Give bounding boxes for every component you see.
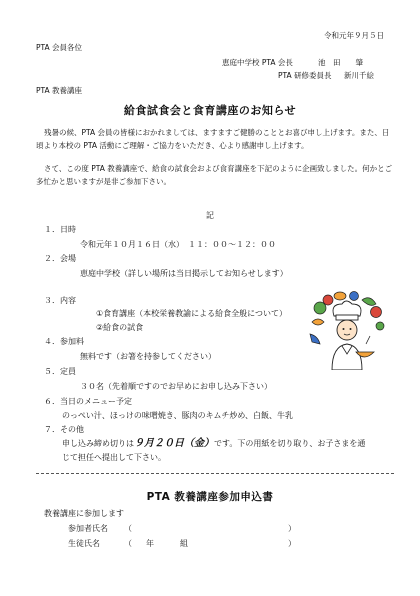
deadline-pre: 申し込み締め切りは (62, 439, 134, 448)
venue-label: ２．会場 (44, 254, 76, 263)
page-title: 給食試食会と食育講座のお知らせ (123, 104, 297, 117)
content-label: ３．内容 (44, 296, 76, 305)
venue-value: 恵庭中学校（詳しい場所は当日掲示してお知らせします） (80, 269, 288, 278)
form-title: PTA 教養講座参加申込書 (146, 491, 274, 503)
student-nen: 年 (146, 539, 154, 548)
menu-label: ６．当日のメニュー予定 (44, 397, 132, 406)
capacity-label: ５．定員 (44, 367, 76, 376)
fee-value: 無料です（お箸を持参してください） (80, 352, 216, 361)
ki-heading: 記 (206, 211, 214, 220)
sender-1-name: 池 田 肇 (318, 58, 363, 67)
student-open: （ (124, 539, 132, 548)
recipient: PTA 会員各位 (36, 43, 83, 52)
deadline-date: ９月２０日（金） (134, 438, 214, 449)
fee-label: ４．参加料 (44, 337, 84, 346)
intro-text-2: さて、この度 PTA 教養講座で、給食の試食会および食育講座を下記のように企画致しました。何かとご多忙かと思いますが是非ご参加下さい。 (36, 164, 393, 186)
sender-2-org: PTA 研修委員長 (278, 71, 332, 80)
document-date: 令和元年９月５日 (324, 31, 384, 40)
student-class-field[interactable] (160, 535, 180, 547)
deadline-post: です。下の用紙を切り取り、お子さまを通 (214, 439, 366, 448)
sender-2-name: 新川千絵 (344, 71, 374, 80)
sender-1-org: 恵庭中学校 PTA 会長 (222, 58, 293, 67)
cut-line (36, 473, 394, 474)
other-line-1 (62, 438, 365, 449)
intro-text-1: 残暑の候、PTA 会員の皆様におかれましては、ますますご健勝のこととお喜び申し上げます。また、日頃より本校の PTA 活動にご理解・ご協力をいただき、心より感謝申し上げます。 (36, 128, 390, 150)
capacity-value: ３０名（先着順ですのでお早めにお申し込み下さい） (80, 382, 272, 391)
content-item-1: ①食育講座（本校栄養教諭による給食全般について） (96, 309, 288, 318)
student-name-field[interactable] (194, 535, 288, 547)
date-label: １．日時 (44, 225, 76, 234)
menu-value: のっぺい汁、ほっけの味噌焼き、豚肉のキムチ炒め、白飯、牛乳 (62, 411, 294, 420)
chef-with-vegetables-illustration (306, 286, 388, 370)
student-kumi: 組 (180, 539, 188, 548)
content-item-2: ②給食の試食 (96, 323, 144, 332)
participant-close: ） (288, 524, 296, 533)
student-grade-field[interactable] (128, 535, 144, 547)
date-value: 令和元年１０月１６日（水） １１：００～１２：００ (80, 240, 276, 249)
section-label: PTA 教養講座 (36, 86, 83, 95)
participant-label: 参加者氏名 (68, 524, 108, 533)
form-lead: 教養講座に参加します (44, 509, 124, 518)
other-label: ７．その他 (44, 425, 84, 434)
intro-paragraph-1 (36, 127, 396, 152)
student-label: 生徒氏名 (68, 539, 100, 548)
intro-paragraph-2 (36, 163, 396, 188)
participant-name-field[interactable] (128, 520, 288, 532)
participant-open: （ (124, 524, 132, 533)
student-close: ） (288, 539, 296, 548)
other-line-2: じて担任へ提出して下さい。 (62, 453, 166, 462)
